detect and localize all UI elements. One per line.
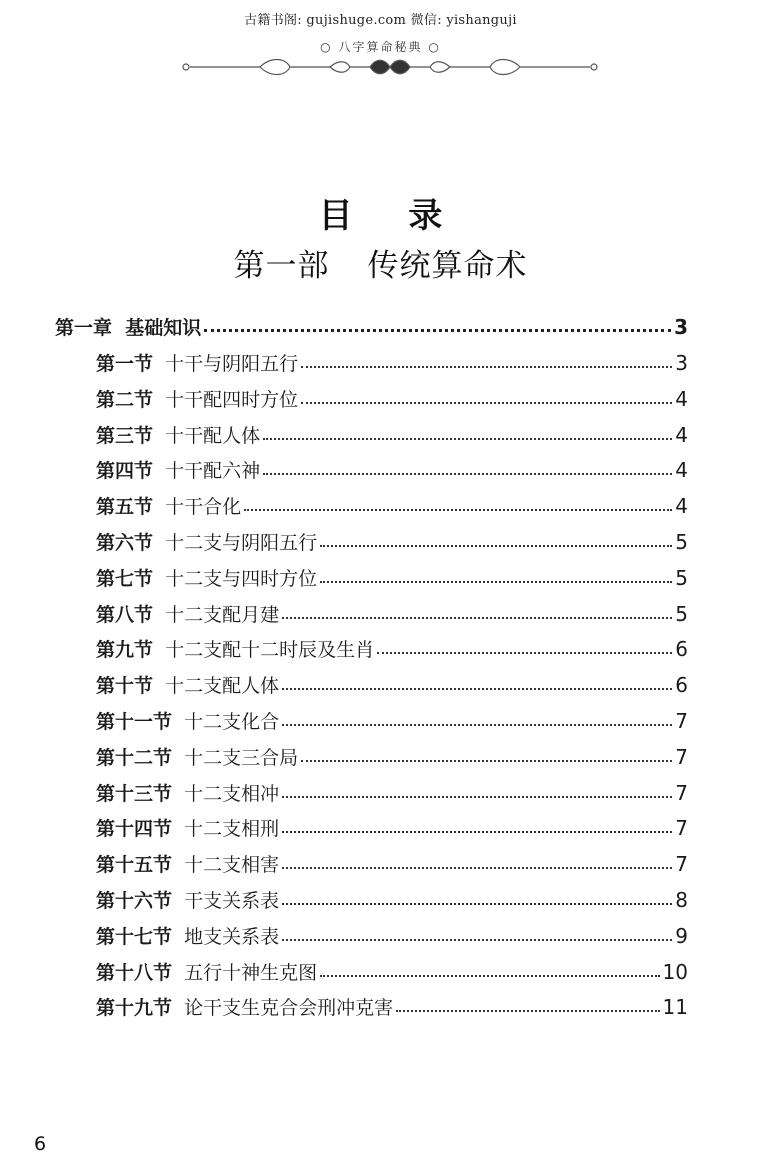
chapter-number: 第一章: [55, 317, 113, 339]
toc-section-entry[interactable]: [96, 958, 688, 988]
section-title: 十干配四时方位: [165, 388, 299, 411]
toc-section-entry[interactable]: [96, 385, 688, 415]
dot-leader: [282, 724, 672, 726]
section-page-number: 6: [675, 637, 688, 662]
toc-section-entry[interactable]: [96, 707, 688, 737]
section-number: 第十节: [96, 675, 154, 698]
section-number: 第八节: [96, 603, 154, 626]
section-number: 第十一节: [96, 711, 173, 733]
part-title: 传统算命术: [367, 248, 528, 284]
dot-leader: [282, 831, 672, 833]
section-title: 十二支相刑: [184, 818, 280, 841]
section-page-number: 3: [675, 351, 688, 375]
section-number: 第六节: [96, 532, 154, 554]
section-page-number: 7: [675, 852, 688, 877]
dot-leader: [282, 617, 672, 619]
section-page-number: 6: [675, 673, 688, 698]
section-title: 十二支相冲: [184, 782, 280, 805]
section-page-number: 4: [675, 494, 688, 519]
dot-leader: [301, 366, 672, 368]
toc-chapter-entry[interactable]: [55, 313, 688, 343]
section-title: 十干与阴阳五行: [165, 353, 299, 375]
section-page-number: 5: [675, 530, 688, 554]
section-number: 第四节: [96, 460, 154, 483]
section-page-number: 11: [662, 995, 688, 1020]
section-number: 第一节: [96, 353, 154, 375]
section-page-number: 5: [675, 565, 688, 590]
toc-section-entry[interactable]: [96, 564, 688, 594]
running-header: [0, 38, 761, 55]
section-number: 第十四节: [96, 818, 173, 841]
section-number: 第十八节: [96, 961, 173, 984]
toc-section-entry[interactable]: [96, 349, 688, 379]
section-number: 第二节: [96, 388, 154, 411]
section-number: 第十七节: [96, 925, 173, 948]
dot-leader: [301, 760, 672, 762]
running-header-dot-right: ○: [428, 40, 441, 54]
section-number: 第十五节: [96, 854, 173, 877]
section-title: 十二支化合: [184, 711, 280, 733]
toc-section-entry[interactable]: [96, 492, 688, 522]
section-number: 第九节: [96, 639, 154, 662]
toc-section-entry[interactable]: [96, 850, 688, 880]
dot-leader: [282, 796, 672, 798]
watermark-text: 古籍书阁: gujishuge.com 微信: yishanguji: [244, 13, 517, 28]
toc-section-entry[interactable]: [96, 922, 688, 952]
section-title: 十干配六神: [165, 460, 261, 483]
section-page-number: 9: [675, 923, 688, 948]
toc-section-entry[interactable]: [96, 814, 688, 844]
section-number: 第十九节: [96, 997, 173, 1020]
decorative-divider-icon: [180, 54, 600, 80]
chapter-title: 基础知识: [125, 317, 202, 339]
dot-leader: [282, 903, 672, 905]
section-title: 干支关系表: [184, 890, 280, 912]
section-title: 十二支三合局: [184, 746, 299, 769]
running-header-dot-left: ○: [320, 40, 333, 54]
dot-leader: [204, 329, 671, 332]
toc-section-entry[interactable]: [96, 993, 688, 1023]
section-title: 论干支生克合会刑冲克害: [184, 997, 394, 1020]
dot-leader: [263, 473, 672, 475]
chapter-page-number: 3: [674, 315, 688, 339]
dot-leader: [320, 975, 659, 977]
section-page-number: 5: [675, 601, 688, 626]
toc-section-entry[interactable]: [96, 743, 688, 773]
section-title: 十二支配十二时辰及生肖: [165, 639, 375, 662]
dot-leader: [282, 867, 672, 869]
toc-title: 目 录: [318, 196, 465, 236]
section-title: 十二支与四时方位: [165, 567, 318, 590]
dot-leader: [263, 438, 672, 440]
section-title: 十二支配月建: [165, 603, 280, 626]
section-page-number: 4: [675, 386, 688, 411]
dot-leader: [282, 688, 672, 690]
dot-leader: [396, 1010, 659, 1012]
dot-leader: [320, 581, 672, 583]
toc-section-entry[interactable]: [96, 779, 688, 809]
dot-leader: [320, 545, 672, 547]
dot-leader: [301, 402, 672, 404]
part-heading: [0, 240, 761, 285]
section-page-number: 10: [662, 959, 688, 984]
running-header-title: 八字算命秘典: [338, 40, 423, 54]
section-page-number: 8: [675, 888, 688, 912]
section-page-number: 7: [675, 744, 688, 769]
dot-leader: [282, 939, 672, 941]
toc-section-entry[interactable]: [96, 421, 688, 451]
section-number: 第十二节: [96, 746, 173, 769]
toc-section-entry[interactable]: [96, 671, 688, 701]
dot-leader: [244, 509, 672, 511]
section-page-number: 4: [675, 422, 688, 447]
section-number: 第三节: [96, 424, 154, 447]
section-title: 十二支与阴阳五行: [165, 532, 318, 554]
section-number: 第七节: [96, 567, 154, 590]
toc-section-entry[interactable]: [96, 528, 688, 558]
section-title: 十二支相害: [184, 854, 280, 877]
section-page-number: 7: [675, 816, 688, 841]
section-title: 地支关系表: [184, 925, 280, 948]
section-number: 第十六节: [96, 890, 173, 912]
dot-leader: [377, 652, 672, 654]
section-page-number: 7: [675, 709, 688, 733]
page-number: 6: [34, 1133, 47, 1155]
section-number: 第五节: [96, 496, 154, 519]
toc-section-entry[interactable]: [96, 886, 688, 916]
section-title: 十干配人体: [165, 424, 261, 447]
section-title: 十干合化: [165, 496, 242, 519]
section-page-number: 7: [675, 780, 688, 805]
section-title: 十二支配人体: [165, 675, 280, 698]
section-page-number: 4: [675, 458, 688, 483]
toc-section-entry[interactable]: [96, 635, 688, 665]
toc-section-entry[interactable]: [96, 600, 688, 630]
section-title: 五行十神生克图: [184, 961, 318, 984]
section-number: 第十三节: [96, 782, 173, 805]
toc-section-entry[interactable]: [96, 456, 688, 486]
part-label: 第一部: [233, 248, 330, 284]
